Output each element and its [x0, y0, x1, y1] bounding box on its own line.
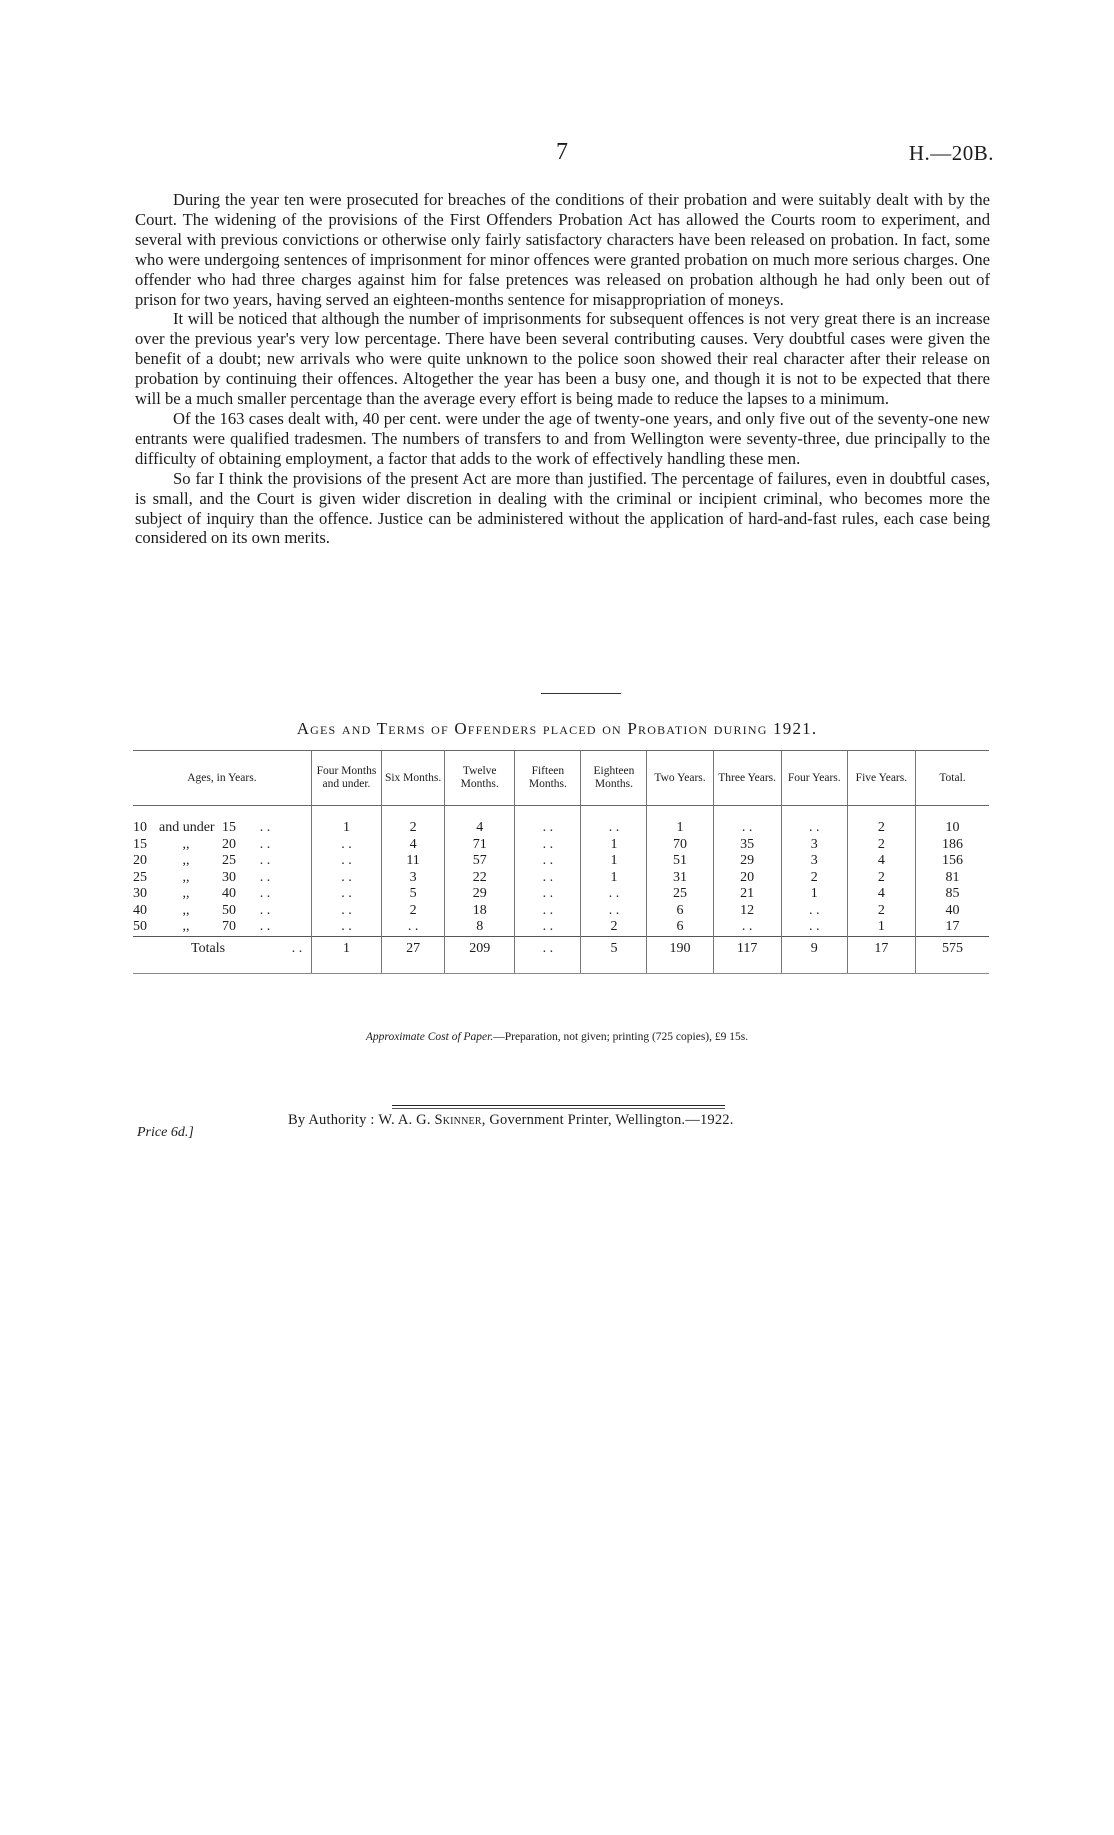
table-cell: 1: [847, 919, 915, 936]
totals-cell: 117: [713, 936, 781, 973]
table-cell: 2: [382, 806, 445, 837]
table-cell: 81: [915, 870, 989, 887]
table-cell: 3: [382, 870, 445, 887]
table-cell: 2: [581, 919, 647, 936]
footer-rule: [392, 1108, 725, 1109]
column-header: Twelve Months.: [445, 751, 515, 806]
table-cell: 1: [581, 870, 647, 887]
age-from: 25: [133, 869, 147, 885]
footer-rule: [392, 1105, 725, 1106]
paragraph: So far I think the provisions of the present Act are more than justified. The percentage of failures, even in doubtful cases, is small, and the Court is given wider discretion in dealing with the criminal or incipient criminal, who becomes more the subject of inquiry than the offence. Justice can be administered without the application of hard-and-fast rules, each case being considered on its own merits.: [135, 468, 990, 548]
age-connector: ,,: [182, 853, 190, 869]
table-cell: 12: [713, 903, 781, 920]
table-cell: 4: [847, 886, 915, 903]
table-cell: 4: [847, 853, 915, 870]
table-row: [133, 806, 989, 837]
totals-cell: . .: [515, 936, 581, 973]
leader-dots: . .: [259, 853, 271, 869]
table-cell: . .: [515, 837, 581, 854]
table-cell: 29: [445, 886, 515, 903]
column-header: Total.: [915, 751, 989, 806]
column-header: Four Months and under.: [311, 751, 381, 806]
table-cell: 186: [915, 837, 989, 854]
table-title: Ages and Terms of Offenders placed on Probation during 1921.: [296, 719, 818, 738]
table-cell: 1: [647, 806, 713, 837]
cost-note: [0, 1031, 1114, 1043]
age-connector: ,,: [182, 919, 190, 935]
leader-dots: . .: [259, 919, 271, 935]
column-header: Six Months.: [382, 751, 445, 806]
column-header: Ages, in Years.: [133, 751, 311, 806]
table-cell: . .: [515, 853, 581, 870]
table-row: [133, 903, 989, 920]
table-cell: 1: [581, 853, 647, 870]
age-to: 40: [222, 886, 236, 902]
table-cell: . .: [581, 886, 647, 903]
age-to: 50: [222, 902, 236, 918]
age-to: 15: [222, 820, 236, 836]
column-header: Five Years.: [847, 751, 915, 806]
age-connector: ,,: [182, 869, 190, 885]
printer-name: W. A. G. Skinner,: [378, 1112, 486, 1128]
probation-table: [133, 750, 989, 974]
table-cell: 2: [847, 903, 915, 920]
column-header: Three Years.: [713, 751, 781, 806]
table-cell: 17: [915, 919, 989, 936]
leader-dots: . .: [259, 836, 271, 852]
table-cell: 11: [382, 853, 445, 870]
paragraph: Of the 163 cases dealt with, 40 per cent. were under the age of twenty-one years, and only five out of the seventy-one new entrants were qualified tradesmen. The numbers of transfers to and from Wellington were seventy-three, due principally to the difficulty of obtaining employment, a factor that adds to the work of effectively handling these men.: [135, 408, 990, 468]
table-cell: 1: [781, 886, 847, 903]
column-header: Fifteen Months.: [515, 751, 581, 806]
table-cell: 21: [713, 886, 781, 903]
table-header-row: [133, 751, 989, 806]
leader-dots: . .: [259, 886, 271, 902]
table-cell: 22: [445, 870, 515, 887]
table-cell: 3: [781, 837, 847, 854]
table-cell: 156: [915, 853, 989, 870]
totals-cell: 190: [647, 936, 713, 973]
age-from: 10: [133, 820, 147, 836]
table-cell: 4: [445, 806, 515, 837]
table-cell: 1: [311, 806, 381, 837]
paragraph: It will be noticed that although the number of imprisonments for subsequent offences is not very great there is an increase over the previous year's very low percentage. There have been several contributing causes. Very doubtful cases were given the benefit of a doubt; new arrivals who were quite unknown to the police soon showed their real character after their release on probation by continuing their offences. Altogether the year has been a busy one, and though it is not to be expected that there will be a much smaller percentage than the average every effort is being made to reduce the lapses to a minimum.: [135, 309, 990, 409]
table-cell: 2: [847, 806, 915, 837]
table-cell: 51: [647, 853, 713, 870]
paragraph: During the year ten were prosecuted for breaches of the conditions of their probation and were suitably dealt with by the Court. The widening of the provisions of the First Offenders Probation Act has allowed the Courts room to experiment, and several with previous convictions or otherwise only fairly satisfactory characters have been released on probation. In fact, some who were undergoing sentences of imprisonment for minor offences were granted probation on much more serious charges. One offender who had three charges against him for false pretences was released on probation although he had only been out of prison for two years, having served an eighteen-months sentence for misappropriation of moneys.: [135, 190, 990, 309]
age-from: 40: [133, 902, 147, 918]
page-number: 7: [556, 139, 568, 165]
table-cell: 2: [382, 903, 445, 920]
age-to: 30: [222, 869, 236, 885]
table-row: [133, 886, 989, 903]
table-cell: 18: [445, 903, 515, 920]
age-from: 15: [133, 836, 147, 852]
table-cell: 20: [713, 870, 781, 887]
age-connector: ,,: [182, 886, 190, 902]
table-cell: 40: [915, 903, 989, 920]
table-cell: 10: [915, 806, 989, 837]
leader-dots: . .: [259, 869, 271, 885]
age-from: 50: [133, 919, 147, 935]
age-range-cell: [133, 886, 311, 903]
table-cell: . .: [311, 886, 381, 903]
table-cell: 8: [445, 919, 515, 936]
page-header: [0, 139, 1114, 169]
table-row: [133, 853, 989, 870]
table-cell: 35: [713, 837, 781, 854]
table-row: [133, 870, 989, 887]
table-cell: 4: [382, 837, 445, 854]
age-range-cell: [133, 919, 311, 936]
printer-authority: [288, 1112, 734, 1129]
table-cell: 85: [915, 886, 989, 903]
report-body: [135, 190, 990, 548]
table-cell: . .: [382, 919, 445, 936]
age-to: 70: [222, 919, 236, 935]
table-cell: 25: [647, 886, 713, 903]
table-cell: . .: [515, 919, 581, 936]
age-to: 20: [222, 836, 236, 852]
totals-cell: 575: [915, 936, 989, 973]
age-from: 30: [133, 886, 147, 902]
table-cell: . .: [781, 919, 847, 936]
table-cell: . .: [781, 806, 847, 837]
age-range-cell: [133, 837, 311, 854]
table-cell: 2: [847, 837, 915, 854]
age-connector: ,,: [182, 902, 190, 918]
table-cell: . .: [311, 853, 381, 870]
totals-cell: 5: [581, 936, 647, 973]
totals-cell: 27: [382, 936, 445, 973]
table-cell: 6: [647, 919, 713, 936]
table-row: [133, 919, 989, 936]
table-cell: . .: [581, 903, 647, 920]
table-cell: . .: [515, 870, 581, 887]
table-cell: 70: [647, 837, 713, 854]
age-to: 25: [222, 853, 236, 869]
cost-note-text: —Preparation, not given; printing (725 copies), £9 15s.: [493, 1031, 749, 1043]
table-cell: . .: [515, 903, 581, 920]
table-cell: . .: [311, 919, 381, 936]
totals-row: [133, 936, 989, 973]
age-connector: and under: [159, 820, 215, 836]
table-cell: 2: [847, 870, 915, 887]
age-connector: ,,: [182, 836, 190, 852]
age-range-cell: [133, 870, 311, 887]
table-cell: 57: [445, 853, 515, 870]
column-header: Four Years.: [781, 751, 847, 806]
authority-prefix: By Authority :: [288, 1112, 375, 1128]
table-cell: 5: [382, 886, 445, 903]
age-range-cell: [133, 903, 311, 920]
totals-cell: 17: [847, 936, 915, 973]
table-cell: . .: [515, 886, 581, 903]
table-cell: 2: [781, 870, 847, 887]
table-cell: 1: [581, 837, 647, 854]
authority-suffix: Government Printer, Wellington.—1922.: [489, 1112, 734, 1128]
table-cell: 71: [445, 837, 515, 854]
table-cell: . .: [581, 806, 647, 837]
table-cell: 29: [713, 853, 781, 870]
table-cell: . .: [713, 919, 781, 936]
table-cell: . .: [713, 806, 781, 837]
table-cell: 6: [647, 903, 713, 920]
leader-dots: . .: [291, 940, 303, 956]
table-row: [133, 837, 989, 854]
table-cell: 31: [647, 870, 713, 887]
age-range-cell: [133, 806, 311, 837]
leader-dots: . .: [259, 820, 271, 836]
totals-label: Totals: [191, 940, 226, 956]
table-cell: . .: [311, 837, 381, 854]
price-label: Price 6d.]: [137, 1125, 194, 1140]
totals-label-cell: [133, 936, 311, 973]
table-cell: . .: [311, 903, 381, 920]
table-cell: . .: [515, 806, 581, 837]
totals-cell: 1: [311, 936, 381, 973]
totals-cell: 9: [781, 936, 847, 973]
table-cell: . .: [781, 903, 847, 920]
report-code: H.—20B.: [908, 141, 994, 165]
totals-cell: 209: [445, 936, 515, 973]
table-cell: 3: [781, 853, 847, 870]
column-header: Two Years.: [647, 751, 713, 806]
age-from: 20: [133, 853, 147, 869]
age-range-cell: [133, 853, 311, 870]
cost-note-label: Approximate Cost of Paper.: [365, 1031, 494, 1043]
table-cell: . .: [311, 870, 381, 887]
leader-dots: . .: [259, 902, 271, 918]
section-divider: [541, 693, 621, 694]
column-header: Eighteen Months.: [581, 751, 647, 806]
